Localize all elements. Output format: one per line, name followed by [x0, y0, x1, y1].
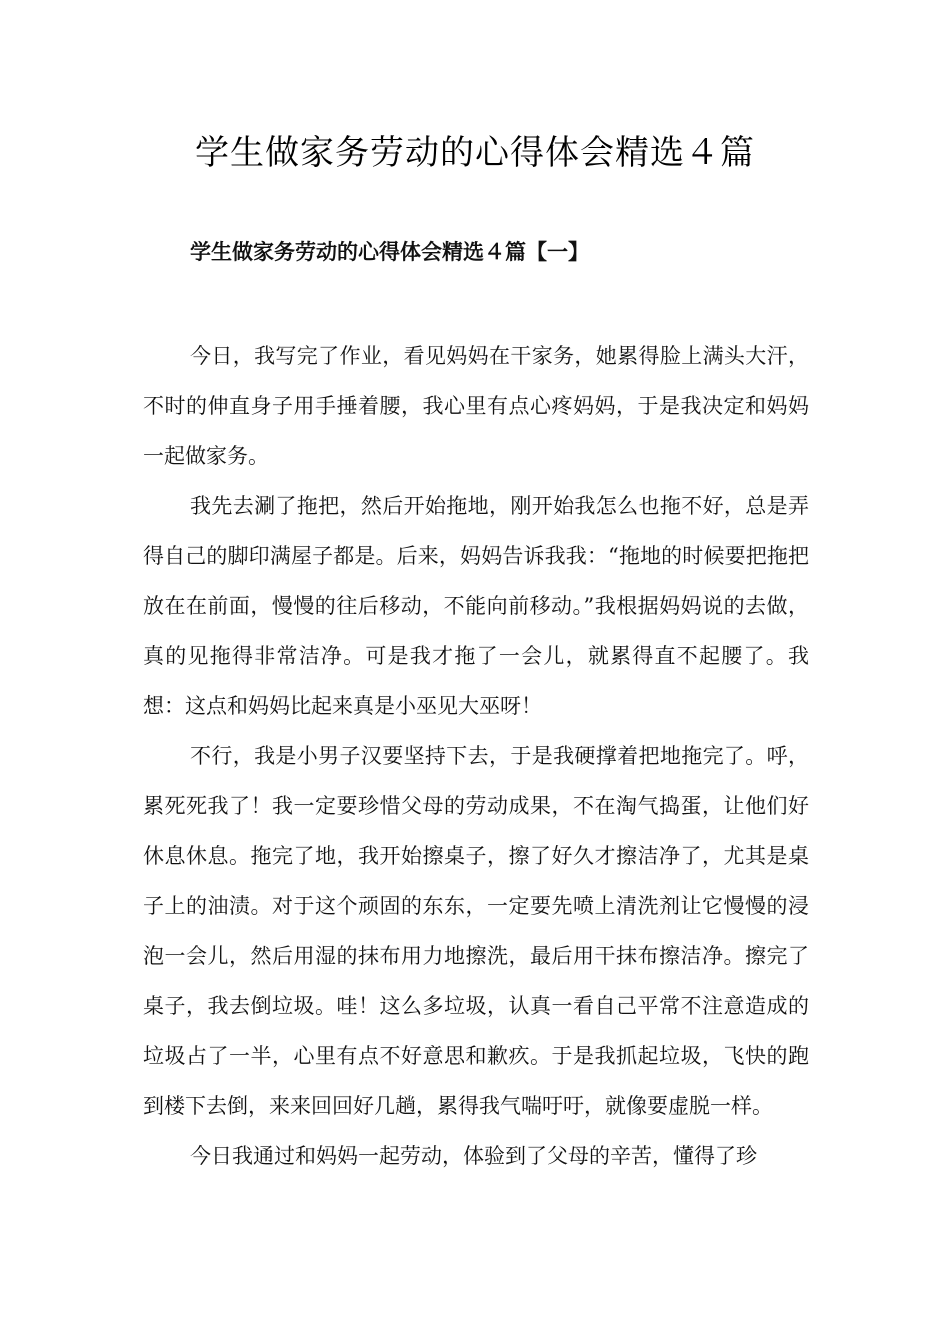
paragraph-4: 今日我通过和妈妈一起劳动，体验到了父母的辛苦，懂得了珍 [190, 1144, 757, 1168]
document-body [143, 331, 809, 1181]
paragraph-3: 不行，我是小男子汉要坚持下去，于是我硬撑着把地拖完了。呼，累死死我了！我一定要珍惜父母的劳动成果，不在淘气捣蛋，让他们好休息休息。拖完了地，我开始擦桌子，擦了好久才擦洁净了，尤其是桌子上的油渍。对于这个顽固的东东，一定要先喷上清洗剂让它慢慢的浸泡一会儿，然后用湿的抹布用力地擦洗，最后用干抹布擦洁净。擦完了桌子，我去倒垃圾。哇！这么多垃圾，认真一看自己平常不注意造成的垃圾占了一半，心里有点不好意思和歉疚。于是我抓起垃圾，飞快的跑到楼下去倒，来来回回好几趟，累得我气喘吁吁，就像要虚脱一样。 [143, 744, 809, 1118]
section-heading: 学生做家务劳动的心得体会精选４篇【一】 [190, 239, 589, 264]
paragraph-1: 今日，我写完了作业，看见妈妈在干家务，她累得脸上满头大汗，不时的伸直身子用手捶着腰，我心里有点心疼妈妈，于是我决定和妈妈一起做家务。 [143, 344, 809, 468]
paragraph-2: 我先去涮了拖把，然后开始拖地，刚开始我怎么也拖不好，总是弄得自己的脚印满屋子都是。后来，妈妈告诉我我：“拖地的时候要把拖把放在在前面，慢慢的往后移动，不能向前移动。”我根据妈妈说的去做，真的见拖得非常洁净。可是我才拖了一会儿，就累得直不起腰了。我想：这点和妈妈比起来真是小巫见大巫呀！ [143, 494, 809, 718]
document-title: 学生做家务劳动的心得体会精选４篇 [195, 133, 755, 173]
